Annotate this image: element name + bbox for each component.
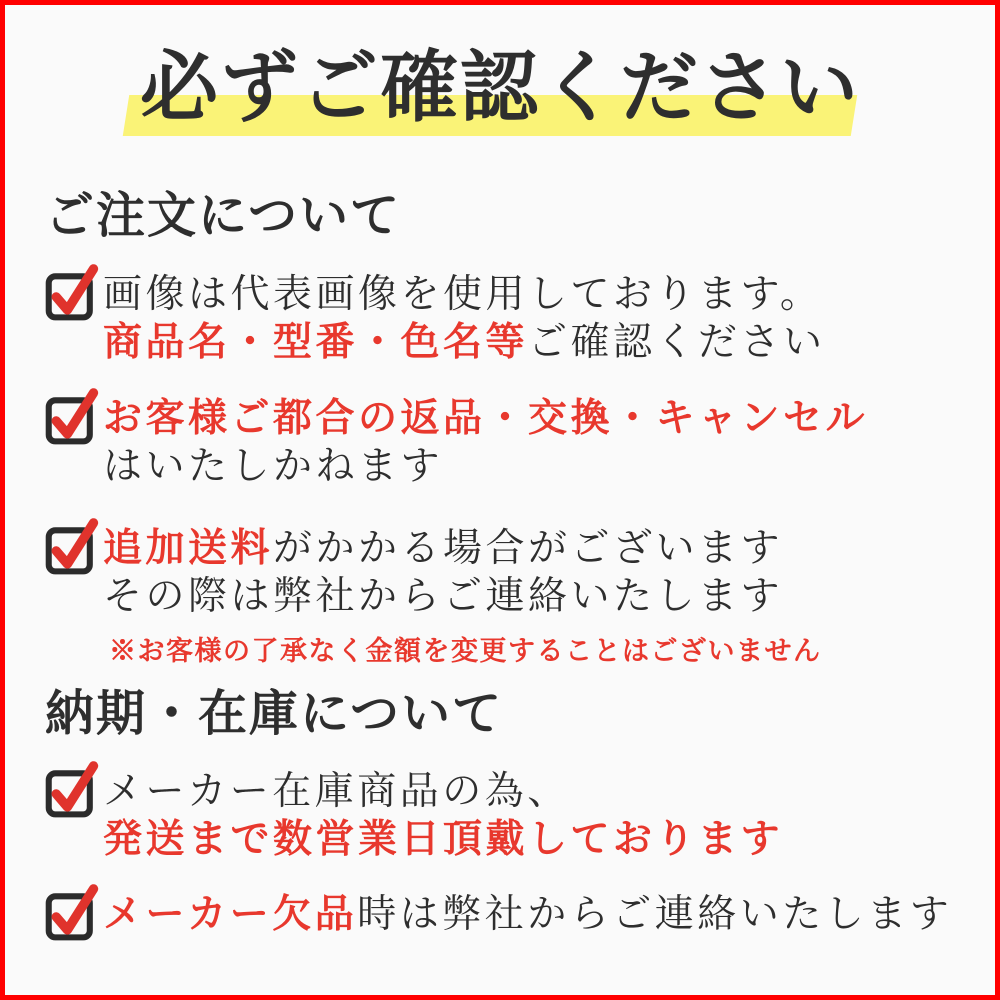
checkbox-check-icon: [45, 391, 103, 447]
item-line: [103, 573, 822, 621]
list-item: [45, 768, 783, 864]
item-text: [103, 525, 822, 667]
checkbox-check-icon: [45, 887, 103, 943]
item-text-segment-emphasis: 商品名・型番・色名等: [103, 321, 529, 364]
item-text-segment: ご確認ください: [528, 321, 826, 364]
item-text: [103, 271, 826, 367]
item-text-segment: 画像は代表画像を使用しております。: [103, 273, 823, 316]
item-text: [103, 891, 952, 939]
item-text-segment-emphasis: 追加送料: [103, 527, 274, 570]
item-text-segment: がかかる場合がございます: [273, 527, 784, 570]
section-heading-orders: ご注文について: [45, 188, 402, 243]
item-line: [103, 443, 868, 491]
item-text-segment: メーカー在庫商品の為、: [103, 770, 570, 813]
checkbox-check-icon: [45, 521, 103, 577]
list-item: [45, 395, 868, 491]
item-text-segment: はいたしかねます: [103, 445, 444, 488]
list-item: [45, 271, 826, 367]
checkbox-check-icon: [45, 764, 103, 820]
list-item: [45, 891, 952, 943]
item-line: [103, 891, 952, 939]
item-text-segment-emphasis: お客様ご都合の返品・交換・キャンセル: [103, 397, 869, 440]
item-text-segment: 時は弊社からご連絡いたします: [357, 893, 953, 936]
item-line: [103, 768, 783, 816]
section-heading-delivery-stock: 納期・在庫について: [45, 686, 504, 741]
item-line: [103, 319, 826, 367]
page-title: 必ずご確認ください: [139, 44, 860, 131]
title-banner: [5, 44, 995, 131]
item-text: [103, 395, 868, 491]
item-text-segment-emphasis: メーカー欠品: [103, 893, 358, 936]
item-text-segment-emphasis: 発送まで数営業日頂戴しております: [103, 818, 784, 861]
item-footnote: ※お客様の了承なく金額を変更することはございません: [109, 636, 822, 666]
list-item: [45, 525, 822, 667]
item-line: [103, 525, 822, 573]
item-line: [103, 816, 783, 864]
item-line: [103, 271, 826, 319]
checkbox-check-icon: [45, 267, 103, 323]
item-text: [103, 768, 783, 864]
item-text-segment: その際は弊社からご連絡いたします: [103, 575, 784, 618]
item-line: [103, 395, 868, 443]
